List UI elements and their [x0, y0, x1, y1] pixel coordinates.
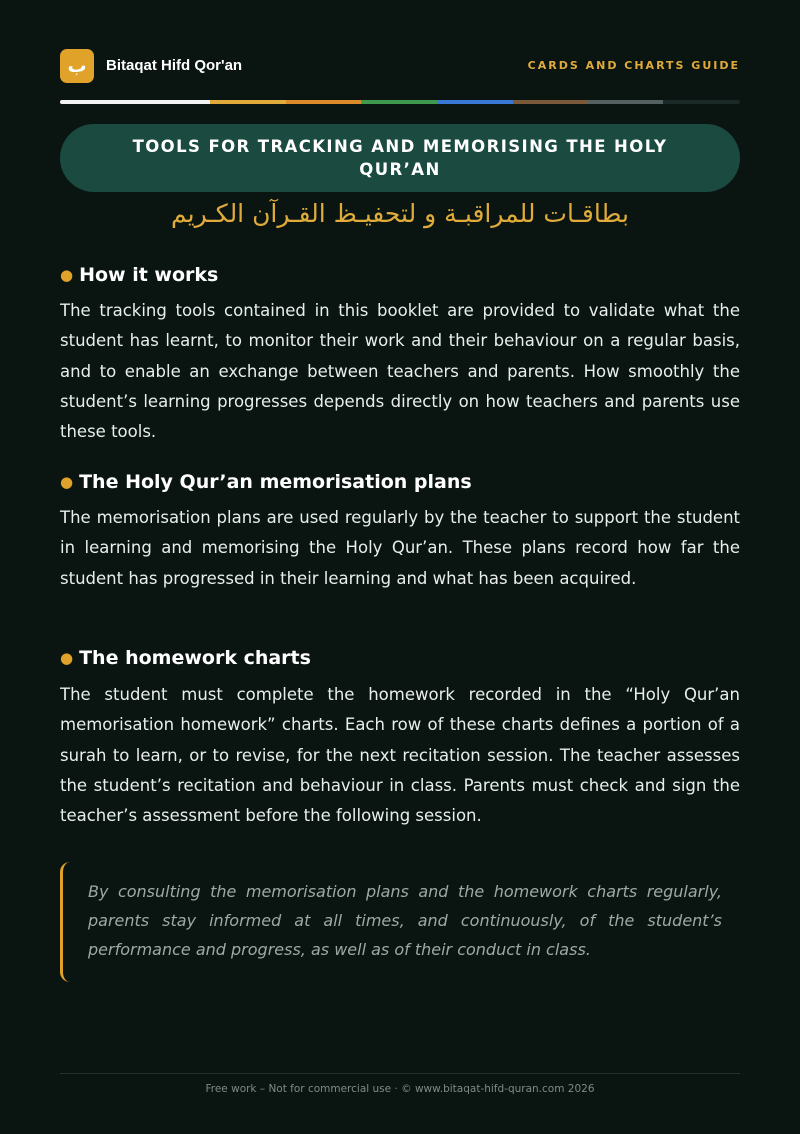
stripe-segment — [437, 100, 513, 104]
banner-title: TOOLS FOR TRACKING AND MEMORISING THE HOLY QUR’AN — [132, 137, 668, 179]
header — [60, 48, 740, 84]
stripe-segment — [513, 100, 588, 104]
stripe-segment — [60, 100, 210, 104]
section-body-homework-charts: The student must complete the homework recorded in the “Holy Qur’an memorisation homework” charts. Each row of these charts defines a portion of a surah to learn, or to revise, for the next recitation session. The teacher assesses the student’s recitation and behaviour in class. Parents must check and sign the teacher’s assessment before the following session. — [60, 685, 740, 826]
brand-name: Bitaqat Hifd Qor'an — [106, 57, 243, 74]
page — [60, 0, 740, 1134]
section-title-text: The homework charts — [79, 647, 311, 669]
stripe-segment — [361, 100, 437, 104]
stripe-segment — [286, 100, 361, 104]
section-title-text: The Holy Qur’an memorisation plans — [79, 471, 472, 493]
section-title-text: How it works — [79, 264, 219, 286]
section-body-memorisation-plans: The memorisation plans are used regularly by the teacher to support the student in learning and memorising the Holy Qur’an. These plans record how far the student has progressed in their learning and what has been acquired. — [60, 508, 740, 588]
section-title-homework-charts — [60, 646, 740, 671]
footer-divider — [60, 1073, 740, 1074]
bullet-icon: ● — [60, 473, 74, 491]
brand-logo-icon: ب — [60, 49, 94, 83]
stripe-segment — [663, 100, 740, 104]
quote-text: By consulting the memorisation plans and the homework charts regularly, parents stay informed at all times, and continuously, of the student’s performance and progress, as well as of their conduct in class. — [88, 882, 722, 959]
section-title-memorisation-plans — [60, 470, 740, 495]
stripe-segment — [588, 100, 663, 104]
footer-text: Free work – Not for commercial use · © www.bitaqat-hifd-quran.com 2026 — [205, 1083, 595, 1095]
bullet-icon: ● — [60, 266, 74, 284]
color-stripe — [60, 100, 740, 104]
guide-label: CARDS AND CHARTS GUIDE — [527, 59, 740, 72]
section-title-how-it-works — [60, 263, 740, 288]
section-body-how-it-works: The tracking tools contained in this booklet are provided to validate what the student has learnt, to monitor their work and their behaviour on a regular basis, and to enable an exchange between teachers and parents. How smoothly the student’s learning progresses depends directly on how teachers and parents use these tools. — [60, 301, 740, 442]
arabic-title: بطاقـات للمراقبـة و لتحفيـظ القـرآن الكـريم — [171, 199, 629, 228]
quote-block — [60, 862, 743, 982]
bullet-icon: ● — [60, 649, 74, 667]
stripe-segment — [210, 100, 286, 104]
title-banner — [60, 124, 740, 192]
